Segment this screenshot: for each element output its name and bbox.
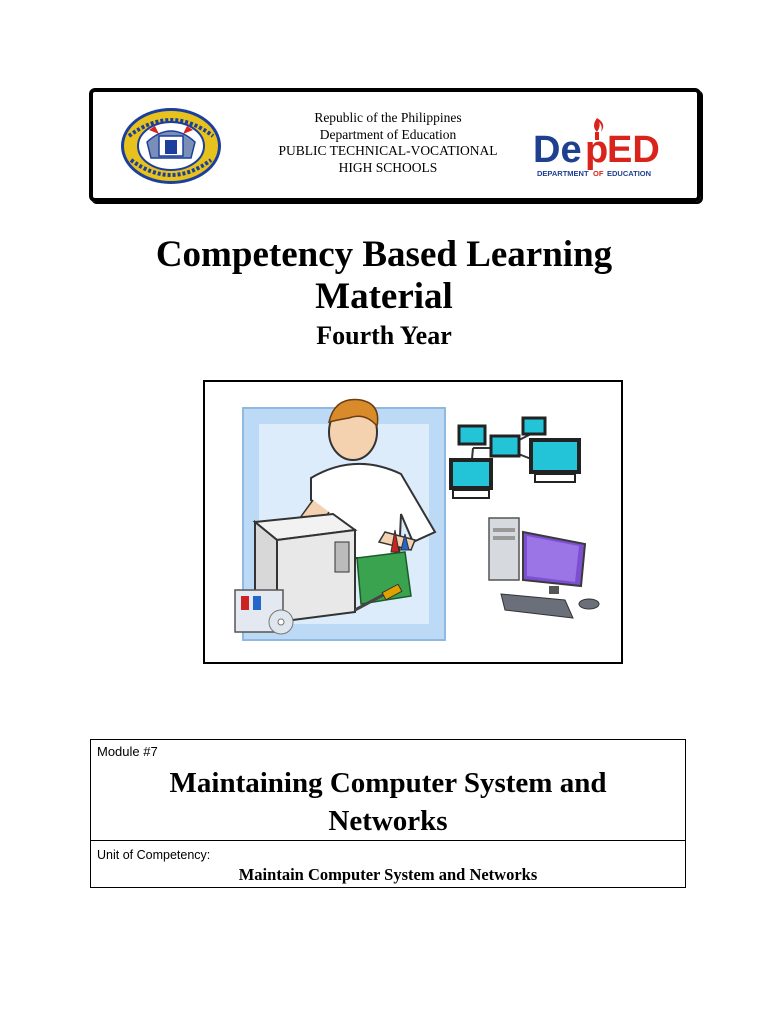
cd-icon xyxy=(269,610,293,634)
unit-of-competency-label: Unit of Competency: xyxy=(97,848,211,862)
page-title xyxy=(0,234,768,318)
svg-text:De: De xyxy=(533,129,582,171)
header-line-republic: Republic of the Philippines xyxy=(314,110,462,125)
cover-illustration xyxy=(203,380,623,664)
header-line-department: Department of Education xyxy=(319,126,457,142)
header-line-high-schools: HIGH SCHOOLS xyxy=(338,159,438,175)
svg-text:OF: OF xyxy=(593,169,604,178)
module-title xyxy=(91,764,685,840)
page-subtitle: Fourth Year xyxy=(316,321,452,350)
module-title-line2: Networks xyxy=(328,805,448,837)
svg-text:p: p xyxy=(585,129,609,171)
module-box xyxy=(90,739,686,888)
module-number: Module #7 xyxy=(97,744,158,759)
module-divider xyxy=(91,840,685,841)
desktop-computer-icon xyxy=(489,518,599,618)
deped-seal-icon xyxy=(119,106,223,186)
page-title-line1: Competency Based Learning xyxy=(155,234,613,275)
header-banner xyxy=(89,88,701,202)
header-line-public-techvoc: PUBLIC TECHNICAL-VOCATIONAL xyxy=(278,143,498,158)
deped-logo-icon xyxy=(531,114,681,184)
svg-text:EDUCATION: EDUCATION xyxy=(607,169,652,178)
svg-text:DEPARTMENT: DEPARTMENT xyxy=(537,169,589,178)
header-text xyxy=(253,110,523,176)
network-computers-icon xyxy=(451,418,579,498)
page-title-line2: Material xyxy=(315,276,453,317)
module-title-line1: Maintaining Computer System and xyxy=(169,767,607,799)
svg-text:ED: ED xyxy=(607,129,660,171)
unit-of-competency-value: Maintain Computer System and Networks xyxy=(238,865,538,884)
